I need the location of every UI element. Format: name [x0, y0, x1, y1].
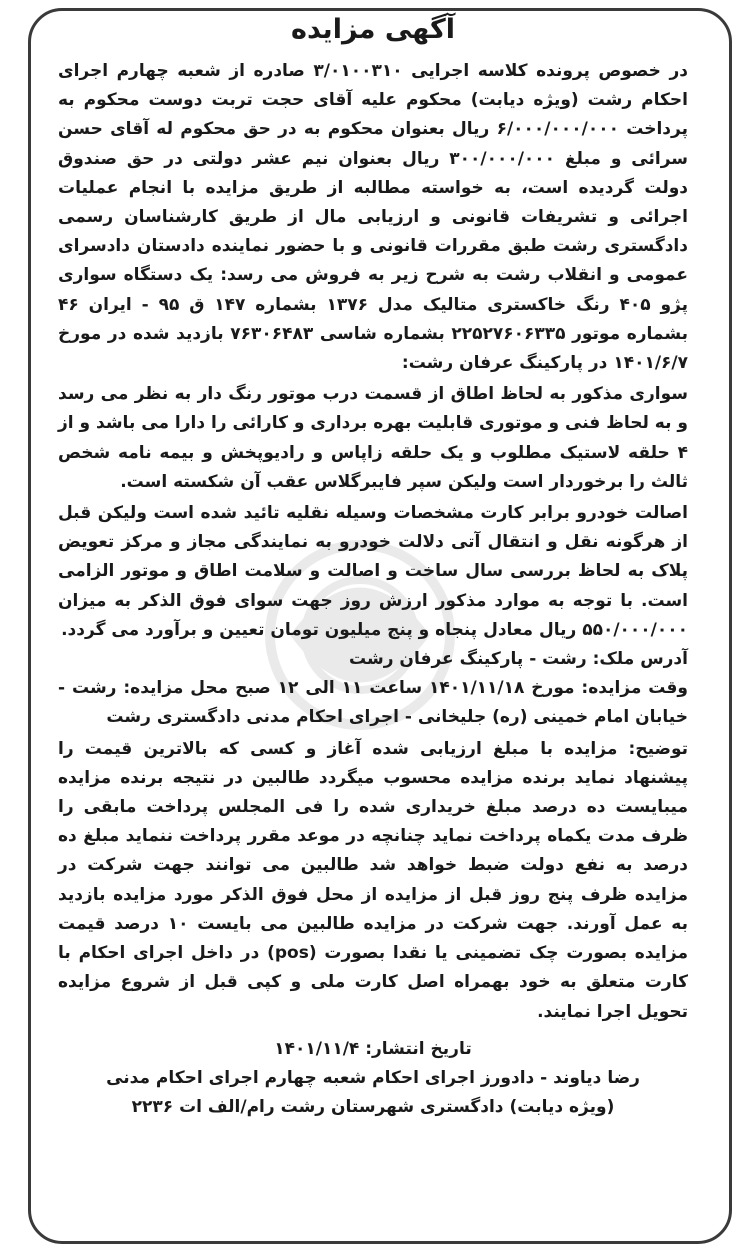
notice-auction-time-place: وقت مزایده: مورخ ۱۴۰۱/۱۱/۱۸ ساعت ۱۱ الی ۱۲ صبح محل مزایده: رشت - خیابان امام خمینی (ره) جلیخانی - اجرای احکام مدنی دادگستری رشت: [58, 678, 689, 728]
notice-property-address: آدرس ملک: رشت - پارکینگ عرفان رشت: [349, 649, 688, 670]
notice-paragraph-explanation: توضیح: مزایده با مبلغ ارزیابی شده آغاز و کسی که بالاترین قیمت را پیشنهاد نماید برنده مزایده محسوب میگردد طالبین در نتیجه برنده مزایده میبایست ده درصد مبلغ خریداری شده را فی المجلس پرداخت مابقی را ظرف مدت یکماه پرداخت نماید چنانچه در موعد مقرر پرداخت ننماید مبلغ ده درصد به نفع دولت ضبط خواهد شد طالبین می توانند جهت شرکت در مزایده ظرف پنج روز قبل از مزایده از محل فوق الذکر مورد مزایده بازدید به عمل آورند. جهت شرکت در مزایده طالبین می بایست ۱۰ درصد قیمت مزایده بصورت چک تضمینی یا نقدا بصورت (pos) در داخل اجرای احکام با کارت متعلق به خود بهمراه اصل کارت ملی و کپی قبل از شروع مزایده تحویل اجرا نمایند.: [58, 738, 688, 1022]
signature-line-1: رضا دیاوند - دادورز اجرای احکام شعبه چهارم اجرای احکام مدنی: [106, 1067, 640, 1088]
notice-paragraph-intro: در خصوص پرونده کلاسه اجرایی ۳/۰۱۰۰۳۱۰ صادره از شعبه چهارم اجرای احکام رشت (ویژه دیابت) محکوم علیه آقای حجت تربت دوست محکوم به پرداخت ۶/۰۰۰/۰۰۰/۰۰۰ ریال بعنوان محکوم به در حق محکوم له آقای حسن سرائی و مبلغ ۳۰۰/۰۰۰/۰۰۰ ریال بعنوان نیم عشر دولتی در حق صندوق دولت گردیده است، به خواسته مطالبه از طریق مزایده با انجام عملیات اجرائی و تشریفات قانونی و ارزیابی مال از طریق کارشناسان رسمی دادگستری رشت طبق مقررات قانونی و با حضور نماینده دادستان دادسرای عمومی و انقلاب رشت به شرح زیر به فروش می رسد: یک دستگاه سواری پژو ۴۰۵ رنگ خاکستری متالیک مدل ۱۳۷۶ بشماره ۱۴۷ ق ۹۵ - ایران ۴۶ بشماره موتور ۲۲۵۲۷۶۰۶۳۳۵ بشماره شاسی ۷۶۳۰۶۴۸۳ بازدید شده در مورخ ۱۴۰۱/۶/۷ در پارکینگ عرفان رشت:: [58, 61, 689, 374]
notice-footer: [58, 1035, 688, 1122]
notice-title: آگهی مزایده: [291, 14, 455, 45]
publish-date: تاریخ انتشار: ۱۴۰۱/۱۱/۴: [274, 1038, 472, 1059]
notice-content: [58, 14, 688, 1122]
notice-paragraph-vehicle-condition: سواری مذکور به لحاظ اطاق از قسمت درب موتور رنگ دار به نظر می رسد و به لحاظ فنی و موتوری قابلیت بهره برداری و کارائی را دارا می باشد و از ۴ حلقه لاستیک مطلوب و یک حلقه زاپاس و رادیوپخش و بیمه نامه شخص ثالث را برخوردار است ولیکن سپر فایبرگلاس عقب آن شکسته است.: [58, 384, 688, 492]
signature-line-2: (ویژه دیابت) دادگستری شهرستان رشت رام/الف ات ۲۲۳۶: [131, 1096, 615, 1117]
notice-paragraph-authenticity: اصالت خودرو برابر کارت مشخصات وسیله نقلیه تائید شده است ولیکن قبل از هرگونه نقل و انتقال آتی دلالت خودرو به نمایندگی مجاز و مرکز تعویض پلاک به لحاظ بررسی سال ساخت و اصالت و سلامت اطاق و موتور الزامی است. با توجه به موارد مذکور ارزش روز جهت سوای فوق الذکر به میزان ۵۵۰/۰۰۰/۰۰۰ ریال معادل پنجاه و پنج میلیون تومان تعیین و برآورد می گردد.: [58, 503, 688, 640]
